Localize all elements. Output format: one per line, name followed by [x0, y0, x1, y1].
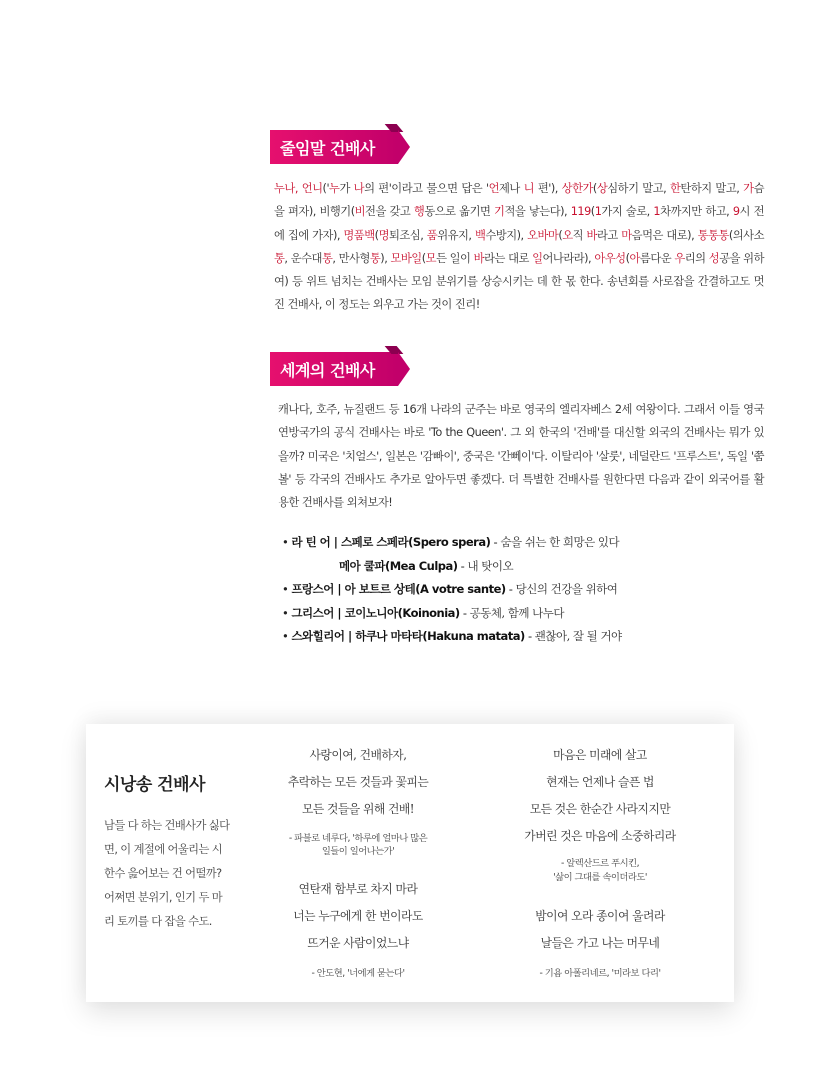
highlight-text: 1 — [653, 205, 661, 219]
body-text: 편'), — [534, 182, 562, 195]
highlight-text: 비 — [354, 205, 366, 219]
highlight-text: 누나, 언니 — [274, 182, 323, 195]
body-text: 수방지), — [485, 228, 528, 242]
body-text: ( — [590, 205, 595, 219]
poem-line: 날들은 가고 나는 머무네 — [540, 936, 660, 950]
section-title-world: 세계의 건배사 — [280, 361, 375, 380]
body-text: 동으로 옮기면 — [424, 205, 495, 219]
poem-source: 일들이 일어나는가' — [321, 846, 395, 857]
body-text: (' — [322, 182, 330, 195]
poem-line: 연탄재 함부로 차지 마라 — [298, 882, 418, 896]
body-text: ( — [558, 228, 563, 242]
highlight-text: 모바일 — [390, 251, 422, 265]
foreign-toast-list — [282, 531, 622, 649]
list-item: • 라 틴 어 | 스페로 스페라(Spero spera) - 숨을 쉬는 한 희망은 있다 — [282, 535, 620, 549]
highlight-text: 나 — [353, 182, 365, 195]
highlight-text: 명 — [378, 228, 389, 242]
body-text: 든 일이 — [436, 251, 474, 265]
highlight-text: 성 — [708, 251, 720, 265]
body-text: , 운수대 — [284, 251, 322, 265]
highlight-text: 통 — [274, 251, 285, 265]
list-item: 메아 쿨파(Mea Culpa) - 내 탓이오 — [339, 558, 514, 573]
poem-line: 모든 것들을 위해 건배! — [301, 802, 415, 816]
highlight-text: 품 — [426, 228, 438, 242]
body-text: , 만사형 — [332, 251, 370, 265]
poem-source: - 안도현, '너에게 묻는다' — [311, 968, 405, 979]
card-title: 시낭송 건배사 — [104, 775, 205, 795]
highlight-text: 오바마 — [527, 228, 559, 242]
highlight-text: 행 — [413, 205, 425, 219]
body-text: 공을 위하여) 등 위트 넘치는 건배사는 모임 분위기를 상승시키는 데 한 몫 한다. 송년회를 사로잡을 간결하고도 멋진 건배사, 이 정도는 외우고 가는 것이 진리! — [274, 251, 765, 312]
highlight-text: 우 — [674, 251, 685, 265]
poem-source: - 기욤 아폴리네르, '미라보 다리' — [539, 968, 661, 979]
poem-line: 뜨거운 사람이었느냐 — [307, 936, 409, 950]
body-text: 탄하지 말고, — [680, 182, 744, 195]
highlight-text: 니 — [523, 182, 535, 195]
body-text: 라고 — [596, 228, 622, 242]
body-text: 적을 낳는다), — [504, 205, 571, 219]
highlight-text: 9 — [732, 205, 740, 219]
highlight-text: 바 — [586, 228, 597, 242]
highlight-text: 백 — [474, 228, 486, 242]
body-text: 라는 대로 — [484, 251, 533, 265]
poem-source: - 알렉산드르 푸시킨, — [560, 858, 640, 869]
highlight-text: 마 — [621, 228, 632, 242]
body-text: 음먹은 대로), — [631, 228, 698, 242]
highlight-text: 통 — [369, 251, 381, 265]
highlight-text: 오 — [562, 228, 573, 242]
poem-line: 모든 것은 한순간 사라지지만 — [529, 802, 671, 816]
highlight-text: 상한가 — [561, 182, 593, 195]
section-title-abbrev: 줄임말 건배사 — [280, 139, 375, 158]
body-text: ( — [374, 228, 379, 242]
poem-line: 현재는 언제나 슬픈 법 — [546, 775, 654, 789]
highlight-text: 119 — [570, 205, 591, 219]
body-text: 시 전에 집에 가자), — [274, 205, 764, 242]
world-toast-paragraph: 캐나다, 호주, 뉴질랜드 등 16개 나라의 군주는 바로 영국의 엘리자베스 2세 여왕이다. 그래서 이들 영국연방국가의 공식 건배사는 바로 'To the Queen'. 그 외 한국의 '건배'를 대신할 외국의 건배사는 뭐가 있을까? 미국은 '치얼스', 일본은 '감빠이', 중국은 '간뻬이'다. 이탈리아 '살룻', 네덜란드 '프루스트', 독일 '쭘볼' 등 각국의 건배사도 추가로 알아두면 좋겠다. 더 특별한 건배사를 원한다면 다음과 같이 외국어를 활용한 건배사를 외쳐보자! — [278, 403, 764, 510]
highlight-text: 상 — [596, 182, 608, 195]
poem-toast-card — [86, 724, 734, 1002]
highlight-text: 모 — [425, 251, 437, 265]
highlight-text: 한 — [669, 182, 681, 195]
card-intro: 남들 다 하는 건배사가 싫다면, 이 계절에 어울리는 시 한수 읊어보는 건 어떨까? 어쩌면 분위기, 인기 두 마리 토끼를 다 잡을 수도. — [104, 819, 230, 928]
body-text: ( — [592, 182, 597, 195]
highlight-text: 일 — [532, 251, 543, 265]
body-text: 위유지, — [437, 228, 475, 242]
body-text: 심하기 말고, — [607, 182, 670, 195]
body-text: ( — [421, 251, 426, 265]
highlight-text: 바 — [473, 251, 485, 265]
poem-line: 마음은 미래에 살고 — [553, 748, 647, 762]
poem-source: '삶이 그대를 속이더라도' — [553, 872, 647, 883]
highlight-text: 언 — [488, 182, 500, 195]
poem-line: 밤이여 오라 종이여 울려라 — [535, 909, 665, 923]
abbrev-toast-paragraph — [274, 177, 764, 317]
highlight-text: 통 — [321, 251, 333, 265]
body-text: ), — [380, 251, 391, 265]
poem-line: 추락하는 모든 것들과 꽃피는 — [287, 775, 429, 789]
highlight-text: 통통통 — [697, 228, 729, 242]
highlight-text: 누 — [329, 182, 340, 195]
body-text: 차까지만 하고, — [660, 205, 733, 219]
body-text: 가지 술로, — [601, 205, 654, 219]
highlight-text: 명품백 — [343, 228, 375, 242]
poem-line: 사랑이여, 건배하자, — [309, 748, 407, 762]
highlight-text: 1 — [594, 205, 602, 219]
body-text: 가 — [339, 182, 354, 195]
list-item: • 그리스어 | 코이노니아(Koinonia) - 공동체, 함께 나누다 — [282, 605, 564, 620]
body-text: (의사소 — [728, 228, 765, 242]
highlight-text: 아 — [629, 251, 640, 265]
body-text: 름다운 — [639, 251, 675, 265]
body-text: 슴을 펴자), 비행기( — [274, 182, 764, 219]
list-item: • 스와힐리어 | 하쿠나 마타타(Hakuna matata) - 괜찮아, 잘 될 거야 — [282, 629, 622, 643]
poem-line: 가버린 것은 마음에 소중하리라 — [524, 829, 676, 843]
body-text: 제나 — [499, 182, 524, 195]
body-text: 직 — [572, 228, 587, 242]
poem-source: - 파블로 네루다, '하루에 얼마나 많은 — [288, 833, 428, 844]
body-text: 어나라라), — [542, 251, 595, 265]
body-text: 의 편'이라고 물으면 답은 ' — [364, 182, 489, 195]
body-text: 퇴조심, — [388, 228, 427, 242]
highlight-text: 아우성 — [594, 251, 626, 265]
body-text: 전을 갖고 — [365, 205, 414, 219]
poem-line: 너는 누구에게 한 번이라도 — [293, 909, 423, 923]
highlight-text: 기 — [494, 205, 505, 219]
list-item: • 프랑스어 | 아 보트르 상테(A votre sante) - 당신의 건강을 위하여 — [282, 582, 618, 596]
highlight-text: 가 — [743, 182, 754, 195]
body-text: 리의 — [684, 251, 709, 265]
body-text: ( — [625, 251, 630, 265]
